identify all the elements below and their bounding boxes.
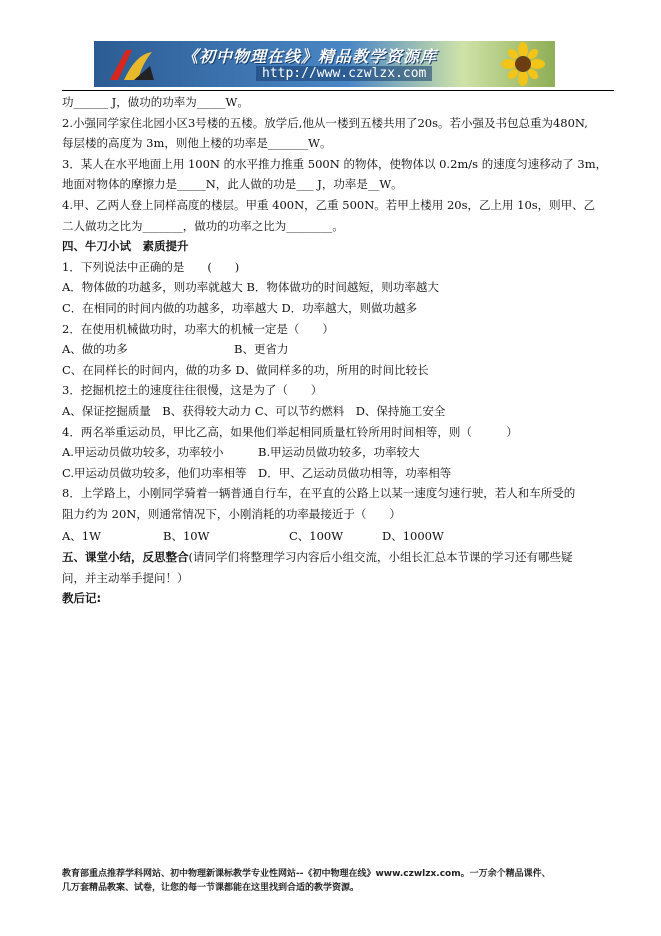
option-a: A、做的功多: [62, 342, 128, 357]
teaching-notes-label: 教后记:: [62, 591, 102, 606]
question-8-cont: 阻力约为 20N，则通常情况下，小刚消耗的功率最接近于（ ）: [62, 506, 401, 521]
section-heading-4: 四、牛刀小试 素质提升: [62, 239, 189, 254]
text-line: 4.甲、乙两人登上同样高度的楼层。甲重 400N，乙重 500N。若甲上楼用 20s，乙上用 10s，则甲、乙: [62, 197, 596, 212]
footer-line: 教育部重点推荐学科网站、初中物理新课标教学专业性网站--《初中物理在线》www.czwlzx.com。一万余个精品课件、: [62, 869, 551, 879]
question-3: 3．挖掘机挖土的速度往往很慢，这是为了（ ）: [62, 383, 323, 398]
section-heading-5-text: (请同学们将整理学习内容后小组交流，小组长汇总本节课的学习还有哪些疑: [188, 550, 573, 565]
option-c: C.甲运动员做功较多，他们功率相等: [62, 465, 247, 480]
section-heading-5: [62, 547, 614, 568]
sunflower-icon: [493, 42, 551, 86]
option-d: D．甲、乙运动员做功相等，功率相等: [258, 465, 452, 480]
option-a: A、1W: [62, 529, 101, 544]
section-heading-5-title: 五、课堂小结，反思整合: [62, 550, 189, 565]
logo-icon: [106, 44, 158, 84]
question-1-options-ab: A．物体做的功越多，则功率就越大 B．物体做功的时间越短，则功率越大: [62, 280, 439, 295]
question-3-options: A、保证挖掘质量 B、获得较大动力 C、可以节约燃料 D、保持施工安全: [62, 403, 446, 418]
option-b: B.甲运动员做功较多，功率较大: [258, 445, 420, 460]
question-8-options: [62, 526, 614, 547]
question-2: 2．在使用机械做功时，功率大的机械一定是（ ）: [62, 321, 334, 336]
option-d: D、1000W: [382, 529, 444, 544]
question-8: 8．上学路上，小刚同学骑着一辆普通自行车，在平直的公路上以某一速度匀速行驶，若人和车所受的: [62, 486, 576, 501]
option-b: B、更省力: [234, 342, 289, 357]
text-line: 二人做功之比为_______，做功的功率之比为________。: [62, 218, 344, 233]
question-4: 4．两名举重运动员，甲比乙高，如果他们举起相同质量杠铃所用时间相等，则（ ）: [62, 424, 518, 439]
text-line: 每层楼的高度为 3m，则他上楼的功率是_______W。: [62, 136, 332, 151]
header-url[interactable]: http://www.czwlzx.com: [256, 66, 432, 81]
text-line: 3．某人在水平地面上用 100N 的水平推力推重 500N 的物体，使物体以 0.2m/s 的速度匀速移动了 3m，: [62, 156, 608, 171]
option-c: C、100W: [289, 529, 344, 544]
header-rule: [62, 90, 614, 91]
option-b: B、10W: [163, 529, 210, 544]
section-heading-5-cont: 问，并主动举手提问！）: [62, 570, 189, 585]
text-line: 地面对物体的摩擦力是_____N，此人做的功是___ J，功率是__W。: [62, 177, 403, 192]
text-line: 2.小强同学家住北园小区3号楼的五楼。放学后,他从一楼到五楼共用了20s。若小强及书包总重为480N,: [62, 115, 588, 130]
option-a: A.甲运动员做功较多，功率较小: [62, 445, 224, 460]
page-footer: [62, 867, 622, 895]
question-2-options-ab: [62, 339, 614, 360]
question-4-options-cd: [62, 463, 614, 484]
question-1: 1．下列说法中正确的是 ( ): [62, 259, 240, 274]
header-banner: [94, 41, 555, 87]
question-1-options-cd: C．在相同的时间内做的功越多，功率越大 D．功率越大，则做功越多: [62, 300, 418, 315]
question-4-options-ab: [62, 442, 614, 463]
question-2-options-cd: C、在同样长的时间内，做的功多 D、做同样多的功，所用的时间比较长: [62, 362, 429, 377]
worksheet-body: [62, 92, 614, 609]
header-title: 《初中物理在线》精品教学资源库: [182, 47, 438, 66]
text-line: 功______ J，做功的功率为_____W。: [62, 95, 249, 109]
footer-line: 几万套精品教案、试卷，让您的每一节课都能在这里找到合适的教学资源。: [62, 883, 360, 893]
